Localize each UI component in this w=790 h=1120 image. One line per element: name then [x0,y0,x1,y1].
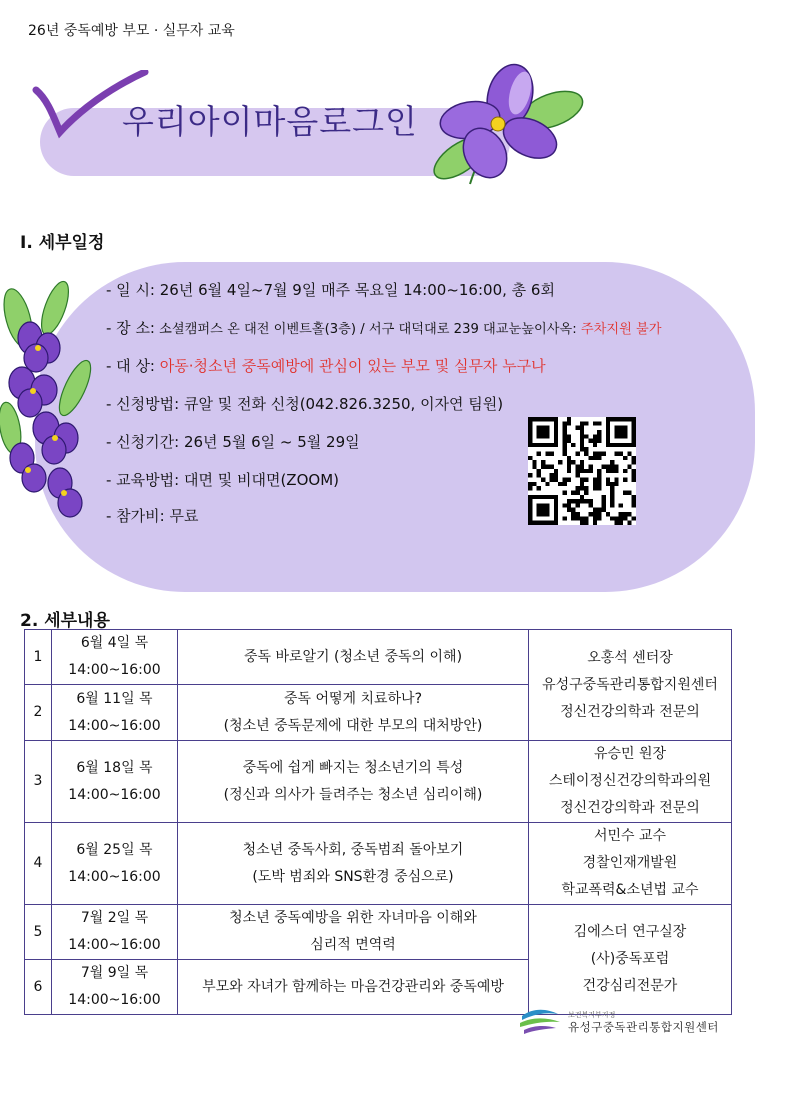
table-row [25,741,732,823]
row-topic: 부모와 자녀가 함께하는 마음건강관리와 중독예방 [178,960,529,1015]
row-number: 4 [25,823,52,905]
center-logo-icon [518,1008,562,1034]
row-number: 5 [25,905,52,960]
schedule-date-label: - 일 시: [106,281,155,299]
row-number: 2 [25,685,52,741]
row-date: 7월 2일 목 14:00~16:00 [52,905,178,960]
row-topic: 청소년 중독사회, 중독범죄 돌아보기 (도박 범죄와 SNS환경 중심으로) [178,823,529,905]
row-date: 6월 25일 목 14:00~16:00 [52,823,178,905]
schedule-method-label: - 교육방법: [106,471,180,489]
schedule-target-value: 아동·청소년 중독예방에 관심이 있는 부모 및 실무자 누구나 [154,357,546,375]
schedule-date-line [106,279,555,300]
schedule-target-label: - 대 상: [106,357,155,375]
row-number: 6 [25,960,52,1015]
table-row [25,905,732,960]
schedule-apply-line [106,393,503,414]
lecturer-cell: 오홍석 센터장 유성구중독관리통합지원센터 정신건강의학과 전문의 [529,630,732,741]
schedule-place-value: 소셜캠퍼스 온 대전 이벤트홀(3층) / 서구 대덕대로 239 대교눈높이사옥: [154,322,581,337]
violet-flower-illustration [430,58,590,188]
schedule-fee-line [106,505,198,526]
schedule-method-line [106,469,339,490]
schedule-target-line [106,355,546,376]
section1-heading: I. 세부일정 [20,233,105,253]
lecturer-cell: 서민수 교수 경찰인재개발원 학교폭력&소년법 교수 [529,823,732,905]
row-topic: 중독 어떻게 치료하나? (청소년 중독문제에 대한 부모의 대처방안) [178,685,529,741]
qr-code[interactable] [528,417,636,525]
schedule-date-value: 26년 6월 4일~7월 9일 매주 목요일 14:00~16:00, 총 6회 [154,281,555,299]
schedule-period-label: - 신청기간: [106,433,180,451]
footer-small-text: 보건복지부지정 [568,1011,616,1019]
schedule-fee-label: - 참가비: [106,507,165,525]
section2-heading: 2. 세부내용 [20,611,110,631]
header-topline: 26년 중독예방 부모 · 실무자 교육 [28,23,235,39]
lecturer-cell: 유승민 원장 스테이정신건강의학과의원 정신건강의학과 전문의 [529,741,732,823]
schedule-period-value: 26년 5월 6일 ~ 5월 29일 [179,433,360,451]
row-number: 1 [25,630,52,685]
row-date: 6월 18일 목 14:00~16:00 [52,741,178,823]
lecturer-cell: 김에스더 연구실장 (사)중독포럼 건강심리전문가 [529,905,732,1015]
row-date: 6월 4일 목 14:00~16:00 [52,630,178,685]
row-number: 3 [25,741,52,823]
schedule-period-line [106,431,360,452]
row-topic: 청소년 중독예방을 위한 자녀마음 이해와 심리적 면역력 [178,905,529,960]
table-row [25,823,732,905]
schedule-place-label: - 장 소: [106,319,155,337]
row-date: 6월 11일 목 14:00~16:00 [52,685,178,741]
detail-table [24,629,732,1015]
schedule-method-value: 대면 및 비대면(ZOOM) [179,471,339,489]
schedule-place-line [106,317,662,338]
violet-cluster-illustration [0,278,100,528]
row-topic: 중독 바로알기 (청소년 중독의 이해) [178,630,529,685]
table-row [25,630,732,685]
schedule-panel [35,262,755,592]
schedule-apply-value: 큐알 및 전화 신청(042.826.3250, 이자연 팀원) [179,395,504,413]
schedule-apply-label: - 신청방법: [106,395,180,413]
schedule-fee-value: 무료 [164,507,199,525]
footer-org-name: 유성구중독관리통합지원센터 [568,1020,719,1034]
row-date: 7월 9일 목 14:00~16:00 [52,960,178,1015]
parking-note: 주차지원 불가 [580,322,662,337]
page-title: 우리아이마음로그인 [122,102,418,141]
row-topic: 중독에 쉽게 빠지는 청소년기의 특성 (정신과 의사가 들려주는 청소년 심리이해) [178,741,529,823]
